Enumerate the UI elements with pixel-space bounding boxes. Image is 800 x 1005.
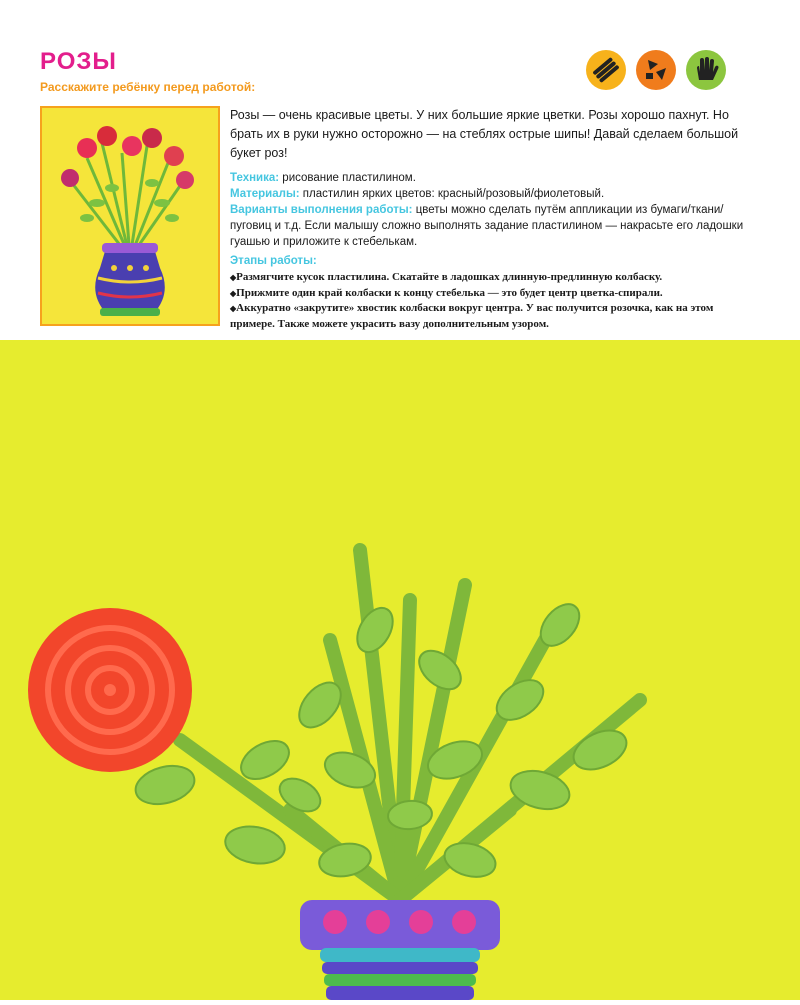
plasticine-sticks-icon <box>586 50 626 90</box>
step-item: ◆ Аккуратно «закрутите» хвостик колбаски вокруг центра. У вас получится розочка, как на этом примере. Также можете украсить вазу дополнительным узором. <box>230 301 760 332</box>
intro-text: Розы — очень красивые цветы. У них большие яркие цветки. Розы хорошо пахнут. Но брать их в руки нужно осторожно — на стеблях острые шипы! Давай сделаем большой букет роз! <box>230 108 739 160</box>
hand-icon <box>686 50 726 90</box>
technique-label: Техника: <box>230 172 280 184</box>
technique-icons <box>586 50 726 90</box>
materials-label: Материалы: <box>230 188 300 200</box>
page-subtitle: Расскажите ребёнку перед работой: <box>40 80 256 94</box>
materials-value: пластилин ярких цветов: красный/розовый/фиолетовый. <box>302 188 605 200</box>
steps-list <box>230 270 760 332</box>
variants-value: цветы можно сделать путём аппликации из бумаги/ткани/пуговиц и т.д. Если малышу сложно выполнять задание пластилином — накрасьте его ладошки гуашью и приложите к стебелькам. <box>230 204 744 248</box>
technique-value: рисование пластилином. <box>282 172 416 184</box>
steps-title: Этапы работы: <box>230 255 317 267</box>
step-item: ◆ Размягчите кусок пластилина. Скатайте в ладошках длинную-предлинную колбаску. <box>230 270 760 286</box>
plasticine-rose-photo <box>0 340 800 1000</box>
example-thumbnail <box>40 106 220 326</box>
materials-line <box>230 186 760 202</box>
shapes-icon <box>636 50 676 90</box>
technique-line <box>230 170 760 186</box>
work-details <box>230 170 760 250</box>
variants-label: Варианты выполнения работы: <box>230 204 413 216</box>
step-item: ◆ Прижмите один край колбаски к концу стебелька — это будет центр цветка-спирали. <box>230 286 760 302</box>
variants-line <box>230 202 760 250</box>
page-title: РОЗЫ <box>40 48 117 75</box>
